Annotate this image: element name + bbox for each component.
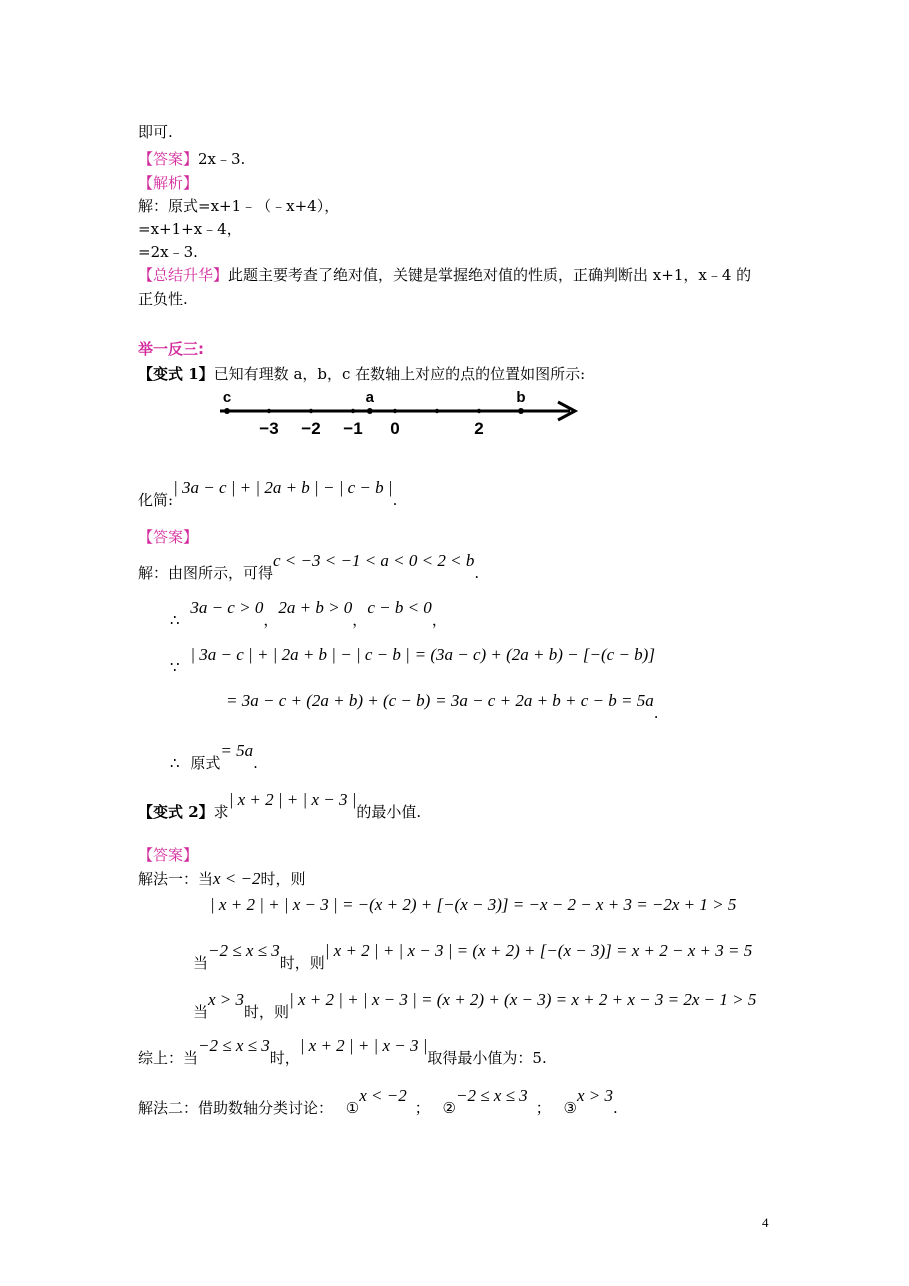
condition: x > 3 — [208, 990, 245, 1009]
tick-label: −2 — [301, 419, 321, 438]
case-marker-3: ③ — [563, 1099, 577, 1117]
case-3-cond: x > 3 — [576, 1086, 613, 1105]
variant-1-question — [138, 364, 585, 384]
expansion: = (3a − c) + (2a + b) − [−(c − b)] — [414, 645, 655, 664]
solution-line: =2x﹣3. — [138, 243, 198, 261]
tick-mark — [477, 409, 481, 413]
point-label-a: a — [365, 389, 374, 406]
simplify-label: 化简: — [138, 491, 174, 509]
point-a — [367, 408, 373, 414]
tick-label: −3 — [259, 419, 279, 438]
variant-2-label: 【变式 2】 — [138, 803, 214, 821]
case-marker-2: ② — [442, 1099, 456, 1117]
case-mid: 时，则 — [244, 1003, 290, 1021]
tick-mark — [309, 409, 313, 413]
answer-label: 【答案】 — [138, 150, 199, 168]
expansion-3: = 3a − c + 2a + b + c − b = 5a — [435, 691, 654, 710]
case-mid: 时，则 — [279, 954, 325, 972]
case-prefix: 当 — [193, 1003, 209, 1021]
tick-mark — [351, 409, 355, 413]
summary-text: 此题主要考查了绝对值，关键是掌握绝对值的性质，正确判断出 x+1，x﹣4 的 — [228, 266, 752, 284]
variant-2-question — [138, 790, 422, 822]
separator: ； — [535, 1099, 551, 1117]
condition: −2 ≤ x ≤ 3 — [208, 941, 280, 960]
tick-label: 2 — [474, 419, 484, 438]
point-b — [518, 408, 524, 414]
answer-value: 2x﹣3. — [198, 150, 246, 168]
result-prefix: 原式 — [190, 754, 221, 772]
method-2-prefix: 解法二：借助数轴分类讨论： — [138, 1099, 334, 1117]
question-suffix: 的最小值. — [356, 803, 422, 821]
solution-step-4: = 3a − c + (2a + b) + (c − b) = 3a − c + 2a + b + c − b = 5a. — [226, 691, 659, 722]
case-3-expr: | x + 2 | + | x − 3 | = (x + 2) + (x − 3) = x + 2 + x − 3 = 2x − 1 > 5 — [289, 990, 757, 1009]
summary-label: 【总结升华】 — [138, 266, 229, 284]
expr-2a-b: 2a + b > 0 — [278, 598, 353, 617]
therefore-symbol: ∴ — [170, 611, 180, 629]
method-2 — [138, 1086, 618, 1118]
answer-label: 【答案】 — [138, 528, 199, 546]
case-1-cond: x < −2 — [359, 1086, 407, 1105]
simplify-line: 化简:| 3a − c | + | 2a + b | − | c − b |. — [138, 478, 398, 509]
end-mark: . — [612, 1099, 618, 1117]
condition: x < −2 — [213, 869, 261, 888]
number-line — [215, 388, 585, 440]
text-line: 即可. — [138, 123, 173, 141]
separator: ； — [414, 1099, 430, 1117]
tick-label: −1 — [343, 419, 363, 438]
method-1-case-3 — [193, 990, 757, 1022]
expansion-2: = 3a − c + (2a + b) + (c − b) — [226, 691, 431, 710]
summary-cond: −2 ≤ x ≤ 3 — [198, 1036, 270, 1055]
tick-label: 0 — [390, 419, 400, 438]
solution-step-1: 解：由图所示，可得c < −3 < −1 < a < 0 < 2 < b. — [138, 551, 480, 582]
question-prefix: 求 — [213, 803, 229, 821]
solution-line: =x+1+x﹣4， — [138, 220, 242, 238]
therefore-symbol: ∴ — [170, 754, 180, 772]
tick-mark — [393, 409, 397, 413]
page-number: 4 — [762, 1215, 769, 1230]
point-label-b: b — [516, 389, 526, 406]
point-c — [224, 408, 230, 414]
tick-mark — [267, 409, 271, 413]
inequality-chain: c < −3 < −1 < a < 0 < 2 < b — [273, 551, 475, 570]
method-suffix: 时，则 — [260, 870, 306, 888]
analysis-label: 【解析】 — [138, 174, 199, 192]
summary-expr: | x + 2 | + | x − 3 | — [299, 1036, 428, 1055]
because-symbol: ∵ — [170, 658, 180, 676]
tick-mark — [435, 409, 439, 413]
case-prefix: 当 — [193, 954, 209, 972]
summary-line-2: 正负性. — [138, 290, 188, 308]
solution-step-3 — [170, 645, 655, 677]
solution-line: 解：原式=x+1﹣（﹣x+4）， — [138, 197, 340, 215]
abs-expression: | 3a − c | + | 2a + b | − | c − b | — [190, 645, 410, 664]
summary-mid: 时， — [269, 1049, 300, 1067]
case-marker-1: ① — [345, 1099, 360, 1117]
solution-step-2: ∴ 3a − c > 0，2a + b > 0，c − b < 0， — [170, 598, 447, 629]
result-line: ∴ 原式= 5a. — [170, 741, 258, 772]
result-expr: = 5a — [220, 741, 254, 760]
expr-c-b: c − b < 0 — [367, 598, 432, 617]
method-prefix: 解法一：当 — [138, 870, 214, 888]
question-expr: | x + 2 | + | x − 3 | — [228, 790, 357, 809]
case-1-expr: | x + 2 | + | x − 3 | = −(x + 2) + [−(x − 3)] = −x − 2 − x + 3 = −2x + 1 > 5 — [210, 895, 737, 914]
section-title: 举一反三: — [138, 340, 204, 358]
method-1-case-2 — [193, 941, 753, 973]
point-label-c: c — [222, 389, 232, 406]
variant-1-label: 【变式 1】 — [138, 365, 214, 383]
summary-suffix: 取得最小值为：5. — [427, 1049, 547, 1067]
case-2-expr: | x + 2 | + | x − 3 | = (x + 2) + [−(x − 3)] = x + 2 − x + 3 = 5 — [324, 941, 753, 960]
variant-1-text: 已知有理数 a，b，c 在数轴上对应的点的位置如图所示: — [213, 365, 586, 383]
case-2-cond: −2 ≤ x ≤ 3 — [456, 1086, 528, 1105]
summary-line — [138, 265, 751, 285]
expr-3a-c: 3a − c > 0 — [190, 598, 264, 617]
method-1-case-1 — [138, 869, 306, 889]
solution-prefix: 解：由图所示，可得 — [138, 564, 274, 582]
method-1-summary — [138, 1036, 547, 1068]
answer-line — [138, 149, 245, 169]
summary-prefix: 综上：当 — [138, 1049, 199, 1067]
simplify-expr: | 3a − c | + | 2a + b | − | c − b | — [173, 478, 393, 497]
answer-label: 【答案】 — [138, 846, 199, 864]
